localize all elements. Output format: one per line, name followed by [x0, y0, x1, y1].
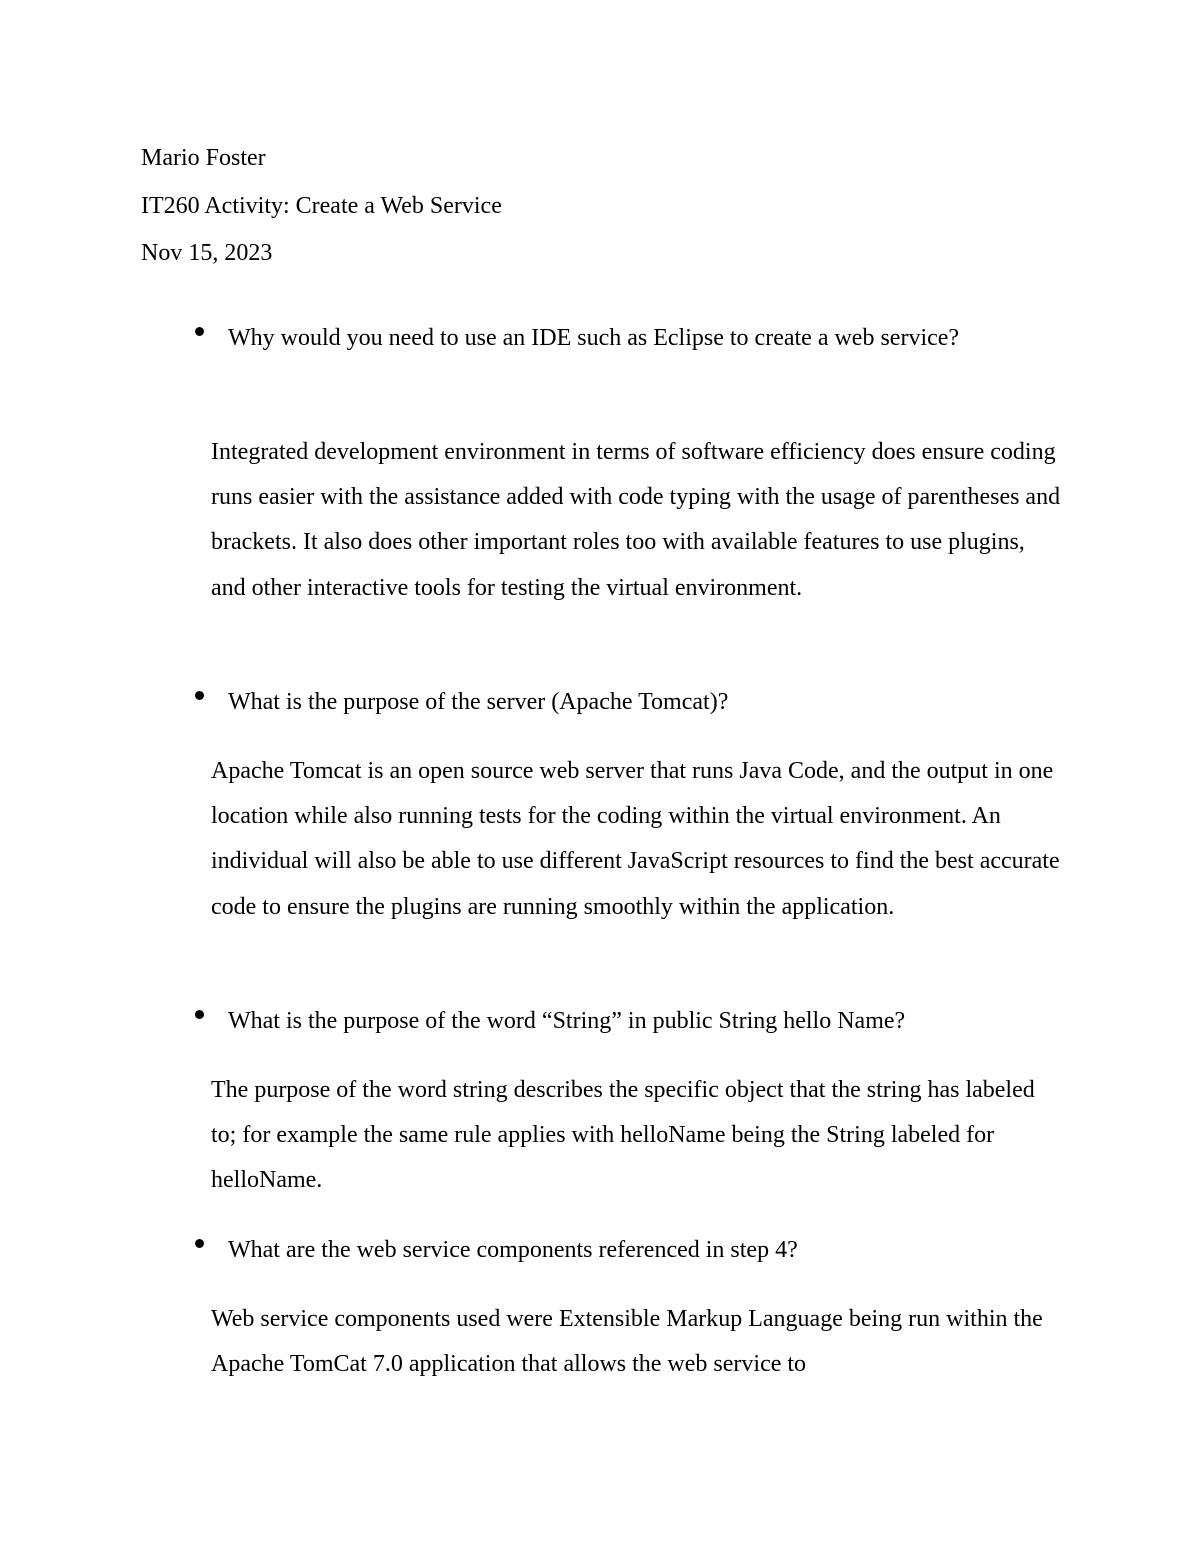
answer-paragraph-1: Integrated development environment in terms of software efficiency does ensure coding runs easier with the assistance added with code typing with the usage of parentheses and brackets. It also does other important roles too with available features to use plugins, and other interactive tools for testing the virtual environment. [211, 439, 1061, 601]
bullet-icon [195, 1239, 204, 1248]
document-date: Nov 15, 2023 [141, 240, 273, 266]
question-text: What is the purpose of the server (Apache Tomcat)? [228, 689, 729, 715]
question-text: What is the purpose of the word “String” in public String hello Name? [228, 1008, 906, 1034]
answer-paragraph-4: Web service components used were Extensible Markup Language being run within the Apache TomCat 7.0 application that allows the web service to [211, 1306, 1043, 1378]
question-item-2 [195, 680, 995, 725]
author-name: Mario Foster [141, 145, 266, 171]
question-text: What are the web service components referenced in step 4? [228, 1237, 798, 1263]
answer-paragraph-2: Apache Tomcat is an open source web server that runs Java Code, and the output in one location while also running tests for the coding within the virtual environment. An individual will also be able to use different JavaScript resources to find the best accurate code to ensure the plugins are running smoothly within the application. [211, 758, 1060, 920]
question-item-1 [195, 316, 995, 361]
question-item-4 [195, 1228, 995, 1273]
question-item-3 [195, 999, 995, 1044]
bullet-icon [195, 691, 204, 700]
answer-paragraph-3: The purpose of the word string describes the specific object that the string has labeled to; for example the same rule applies with helloName being the String labeled for helloName. [211, 1077, 1035, 1194]
question-text: Why would you need to use an IDE such as Eclipse to create a web service? [228, 325, 960, 351]
bullet-icon [195, 327, 204, 336]
assignment-title: IT260 Activity: Create a Web Service [141, 193, 502, 219]
bullet-icon [195, 1010, 204, 1019]
